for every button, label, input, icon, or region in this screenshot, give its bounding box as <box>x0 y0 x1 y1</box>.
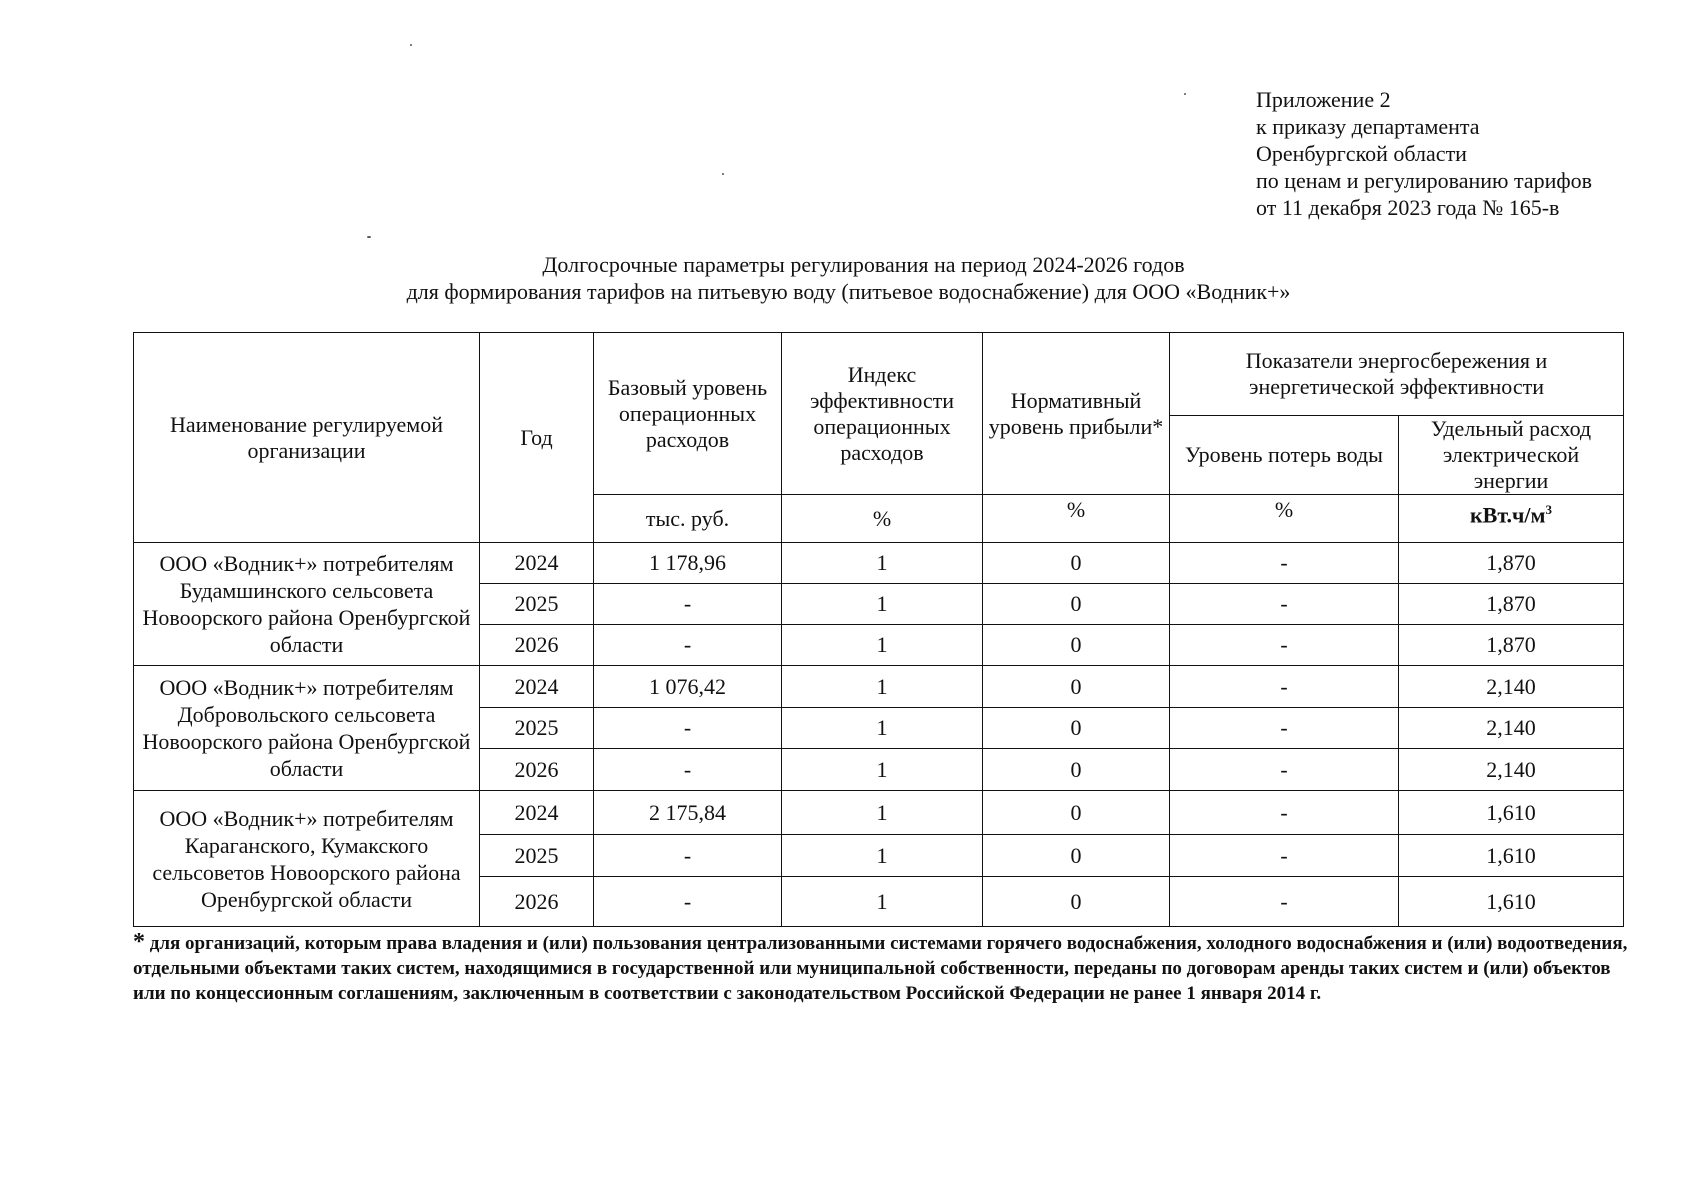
base-cell: - <box>594 625 782 666</box>
losses-cell: - <box>1170 543 1399 584</box>
table-row <box>134 666 1624 708</box>
year-cell: 2026 <box>480 625 594 666</box>
losses-cell: - <box>1170 749 1399 791</box>
losses-cell: - <box>1170 791 1399 835</box>
losses-cell: - <box>1170 708 1399 749</box>
scan-speck <box>367 236 371 238</box>
index-cell: 1 <box>782 625 983 666</box>
appendix-line: Приложение 2 <box>1256 87 1391 112</box>
profit-cell: 0 <box>983 749 1170 791</box>
losses-cell: - <box>1170 835 1399 877</box>
profit-cell: 0 <box>983 877 1170 927</box>
document-title <box>0 251 1697 305</box>
specific-cell: 1,610 <box>1399 877 1624 927</box>
header-losses: Уровень потерь воды <box>1170 416 1399 495</box>
base-cell: - <box>594 835 782 877</box>
base-cell: - <box>594 584 782 625</box>
unit-specific-sup: 3 <box>1545 502 1553 517</box>
unit-losses: % <box>1170 495 1399 543</box>
base-cell: - <box>594 749 782 791</box>
year-cell: 2024 <box>480 543 594 584</box>
unit-profit: % <box>983 495 1170 543</box>
appendix-line: к приказу департамента <box>1256 114 1480 139</box>
index-cell: 1 <box>782 543 983 584</box>
scan-speck <box>1184 93 1186 95</box>
org-name-cell: ООО «Водник+» потребителям Караганского, Кумакского сельсоветов Новоорского района Оренбургской области <box>134 791 480 927</box>
appendix-block <box>1256 86 1592 221</box>
index-cell: 1 <box>782 791 983 835</box>
year-cell: 2026 <box>480 877 594 927</box>
specific-cell: 1,610 <box>1399 791 1624 835</box>
appendix-line: от 11 декабря 2023 года № 165-в <box>1256 195 1560 220</box>
unit-index: % <box>782 495 983 543</box>
index-cell: 1 <box>782 708 983 749</box>
index-cell: 1 <box>782 877 983 927</box>
base-cell: - <box>594 708 782 749</box>
index-cell: 1 <box>782 666 983 708</box>
footnote <box>133 930 1633 1006</box>
specific-cell: 1,870 <box>1399 543 1624 584</box>
header-index: Индекс эффективности операционных расходов <box>782 333 983 495</box>
scan-speck <box>410 44 412 46</box>
unit-specific <box>1399 495 1624 543</box>
year-cell: 2025 <box>480 584 594 625</box>
header-base: Базовый уровень операционных расходов <box>594 333 782 495</box>
year-cell: 2024 <box>480 666 594 708</box>
table-row <box>134 791 1624 835</box>
title-line-2: для формирования тарифов на питьевую воду (питьевое водоснабжение) для ООО «Водник+» <box>406 279 1291 304</box>
specific-cell: 1,610 <box>1399 835 1624 877</box>
appendix-line: Оренбургской области <box>1256 141 1467 166</box>
table-row <box>134 543 1624 584</box>
losses-cell: - <box>1170 625 1399 666</box>
losses-cell: - <box>1170 584 1399 625</box>
specific-cell: 2,140 <box>1399 666 1624 708</box>
specific-cell: 1,870 <box>1399 584 1624 625</box>
base-cell: 2 175,84 <box>594 791 782 835</box>
specific-cell: 2,140 <box>1399 749 1624 791</box>
specific-cell: 1,870 <box>1399 625 1624 666</box>
base-cell: 1 076,42 <box>594 666 782 708</box>
base-cell: 1 178,96 <box>594 543 782 584</box>
scan-speck <box>722 173 724 175</box>
index-cell: 1 <box>782 584 983 625</box>
profit-cell: 0 <box>983 666 1170 708</box>
appendix-line: по ценам и регулированию тарифов <box>1256 168 1593 193</box>
header-row <box>134 333 1624 416</box>
profit-cell: 0 <box>983 625 1170 666</box>
header-specific: Удельный расход электрической энергии <box>1399 416 1624 495</box>
index-cell: 1 <box>782 749 983 791</box>
profit-cell: 0 <box>983 835 1170 877</box>
parameters-table <box>133 332 1624 927</box>
footnote-text: для организаций, которым права владения и (или) пользования централизованными системами горячего водоснабжения, холодного водоснабжения и (или) водоотведения, отдельными объектами таких систем, находящимися в государственной или муниципальной собственности, переданы по договорам аренды таких систем и (или) объектов или по концессионным соглашениям, заключенным в соответствии с законодательством Российской Федерации не ранее 1 января 2014 г. <box>133 933 1628 1004</box>
year-cell: 2025 <box>480 708 594 749</box>
unit-specific-main: кВт.ч/м <box>1470 502 1546 528</box>
org-name-cell: ООО «Водник+» потребителям Добровольского сельсовета Новоорского района Оренбургской области <box>134 666 480 791</box>
header-profit: Нормативный уровень прибыли* <box>983 333 1170 495</box>
unit-base: тыс. руб. <box>594 495 782 543</box>
title-line-1: Долгосрочные параметры регулирования на период 2024-2026 годов <box>542 252 1185 277</box>
header-org: Наименование регулируемой организации <box>134 333 480 543</box>
header-year: Год <box>480 333 594 543</box>
specific-cell: 2,140 <box>1399 708 1624 749</box>
profit-cell: 0 <box>983 584 1170 625</box>
index-cell: 1 <box>782 835 983 877</box>
footnote-star: * <box>133 929 145 955</box>
org-name-cell: ООО «Водник+» потребителям Будамшинского сельсовета Новоорского района Оренбургской области <box>134 543 480 666</box>
year-cell: 2024 <box>480 791 594 835</box>
base-cell: - <box>594 877 782 927</box>
profit-cell: 0 <box>983 791 1170 835</box>
losses-cell: - <box>1170 877 1399 927</box>
losses-cell: - <box>1170 666 1399 708</box>
profit-cell: 0 <box>983 708 1170 749</box>
profit-cell: 0 <box>983 543 1170 584</box>
year-cell: 2025 <box>480 835 594 877</box>
header-energy-group: Показатели энергосбережения и энергетической эффективности <box>1170 333 1624 416</box>
year-cell: 2026 <box>480 749 594 791</box>
